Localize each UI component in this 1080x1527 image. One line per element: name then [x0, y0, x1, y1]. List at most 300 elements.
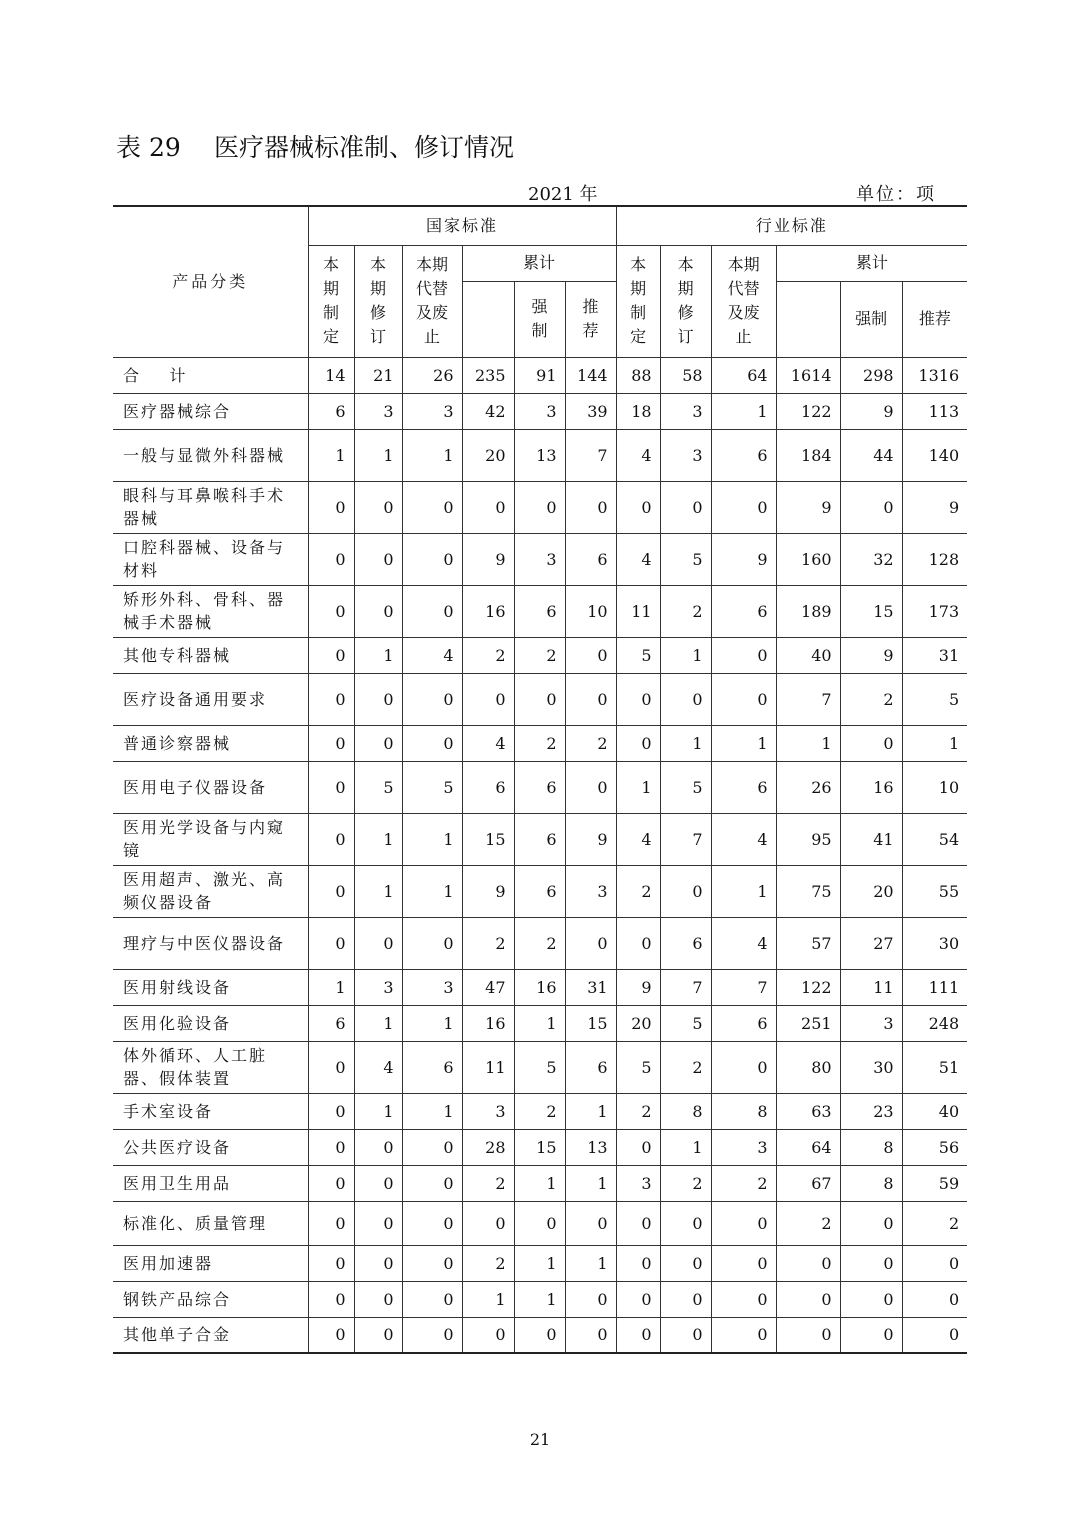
row-value: 21: [354, 357, 402, 393]
row-category: 医用加速器: [113, 1245, 308, 1281]
row-value: 3: [711, 1129, 776, 1165]
row-value: 0: [902, 1281, 967, 1317]
row-value: 8: [711, 1093, 776, 1129]
row-value: 10: [902, 761, 967, 813]
unit-label: 单位：项: [856, 184, 936, 205]
row-category: 理疗与中医仪器设备: [113, 917, 308, 969]
row-value: 1: [711, 393, 776, 429]
row-category: 钢铁产品综合: [113, 1281, 308, 1317]
row-value: 0: [840, 1317, 902, 1353]
row-value: 0: [660, 1201, 711, 1245]
row-value: 20: [840, 865, 902, 917]
header-industry: 行业标准: [616, 206, 967, 245]
row-value: 0: [308, 725, 354, 761]
row-value: 0: [616, 1281, 660, 1317]
row-value: 4: [354, 1041, 402, 1093]
row-value: 1: [354, 813, 402, 865]
row-value: 54: [902, 813, 967, 865]
row-value: 1: [354, 429, 402, 481]
row-value: 2: [660, 585, 711, 637]
row-value: 0: [308, 1245, 354, 1281]
row-value: 41: [840, 813, 902, 865]
row-value: 1: [514, 1245, 565, 1281]
header-category: 产品分类: [113, 206, 308, 357]
row-value: 1: [902, 725, 967, 761]
row-category: 普通诊察器械: [113, 725, 308, 761]
row-value: 3: [354, 393, 402, 429]
row-value: 0: [354, 533, 402, 585]
table-row: [113, 1093, 967, 1129]
row-value: 0: [402, 1245, 462, 1281]
row-value: 0: [354, 1165, 402, 1201]
row-value: 18: [616, 393, 660, 429]
header-national-cumulative: 累计: [462, 245, 616, 281]
row-value: 9: [711, 533, 776, 585]
row-value: 15: [840, 585, 902, 637]
row-value: 1: [354, 1005, 402, 1041]
header-industry-revised: 本期修订: [660, 245, 711, 357]
table-row: [113, 637, 967, 673]
row-value: 6: [308, 1005, 354, 1041]
row-value: 6: [565, 1041, 616, 1093]
row-value: 58: [660, 357, 711, 393]
row-value: 0: [711, 1317, 776, 1353]
row-value: 0: [402, 1129, 462, 1165]
row-value: 7: [660, 813, 711, 865]
header-national-revised: 本期修订: [354, 245, 402, 357]
row-category: 一般与显微外科器械: [113, 429, 308, 481]
row-value: 0: [308, 637, 354, 673]
table-title-text: 医疗器械标准制、修订情况: [214, 133, 515, 162]
row-value: 2: [462, 637, 514, 673]
row-value: 88: [616, 357, 660, 393]
row-category: 医用光学设备与内窥镜: [113, 813, 308, 865]
table-row: [113, 1281, 967, 1317]
row-value: 5: [616, 637, 660, 673]
header-national-mandatory: 强制: [514, 281, 565, 357]
row-value: 0: [402, 673, 462, 725]
row-value: 0: [514, 481, 565, 533]
row-value: 0: [308, 533, 354, 585]
row-value: 7: [660, 969, 711, 1005]
row-value: 0: [402, 1281, 462, 1317]
row-value: 0: [402, 1201, 462, 1245]
row-value: 0: [660, 1245, 711, 1281]
table-title: [116, 128, 514, 164]
row-category: 医疗设备通用要求: [113, 673, 308, 725]
row-value: 111: [902, 969, 967, 1005]
row-value: 0: [840, 725, 902, 761]
row-value: 189: [776, 585, 840, 637]
row-value: 0: [308, 1281, 354, 1317]
row-value: 16: [840, 761, 902, 813]
row-value: 31: [565, 969, 616, 1005]
row-value: 0: [308, 1201, 354, 1245]
row-value: 6: [462, 761, 514, 813]
row-value: 80: [776, 1041, 840, 1093]
row-category: 医用电子仪器设备: [113, 761, 308, 813]
row-value: 1: [711, 725, 776, 761]
row-value: 1: [308, 429, 354, 481]
row-category: 医疗器械综合: [113, 393, 308, 429]
row-value: 2: [514, 637, 565, 673]
row-value: 4: [616, 813, 660, 865]
row-value: 1: [402, 1005, 462, 1041]
row-value: 2: [776, 1201, 840, 1245]
row-value: 0: [660, 673, 711, 725]
table-row: [113, 813, 967, 865]
row-value: 0: [711, 637, 776, 673]
row-value: 0: [354, 917, 402, 969]
page-number: 21: [529, 1430, 551, 1449]
row-value: 51: [902, 1041, 967, 1093]
header-industry-cumulative: 累计: [776, 245, 967, 281]
row-value: 2: [565, 725, 616, 761]
row-value: 6: [514, 761, 565, 813]
row-value: 6: [402, 1041, 462, 1093]
row-value: 14: [308, 357, 354, 393]
row-value: 0: [462, 481, 514, 533]
row-value: 1: [354, 637, 402, 673]
row-value: 42: [462, 393, 514, 429]
row-value: 6: [308, 393, 354, 429]
header-national-cumulative-total: [462, 281, 514, 357]
row-value: 0: [840, 1281, 902, 1317]
row-value: 6: [711, 1005, 776, 1041]
row-value: 1: [660, 637, 711, 673]
row-value: 2: [711, 1165, 776, 1201]
row-value: 0: [660, 481, 711, 533]
header-national: 国家标准: [308, 206, 616, 245]
row-value: 57: [776, 917, 840, 969]
row-value: 13: [514, 429, 565, 481]
row-value: 0: [354, 673, 402, 725]
row-value: 0: [840, 1245, 902, 1281]
row-value: 2: [514, 917, 565, 969]
table-row: [113, 1317, 967, 1353]
header-national-replaced: 本期代替及废止: [402, 245, 462, 357]
row-value: 1: [354, 865, 402, 917]
table-number: 表 29: [116, 133, 181, 162]
row-value: 4: [462, 725, 514, 761]
row-value: 0: [514, 673, 565, 725]
table-row: [113, 969, 967, 1005]
table-row: [113, 1129, 967, 1165]
row-value: 0: [776, 1245, 840, 1281]
row-value: 0: [354, 1201, 402, 1245]
row-value: 56: [902, 1129, 967, 1165]
row-value: 3: [462, 1093, 514, 1129]
standards-table: [113, 205, 967, 1354]
row-value: 6: [711, 585, 776, 637]
row-value: 16: [514, 969, 565, 1005]
row-category: 公共医疗设备: [113, 1129, 308, 1165]
row-value: 26: [402, 357, 462, 393]
row-value: 0: [354, 481, 402, 533]
row-value: 6: [514, 585, 565, 637]
row-value: 28: [462, 1129, 514, 1165]
row-value: 0: [711, 673, 776, 725]
row-value: 0: [711, 1281, 776, 1317]
row-value: 5: [354, 761, 402, 813]
row-value: 1: [616, 761, 660, 813]
row-value: 3: [402, 393, 462, 429]
row-value: 26: [776, 761, 840, 813]
row-value: 1: [402, 865, 462, 917]
row-value: 31: [902, 637, 967, 673]
row-value: 6: [660, 917, 711, 969]
row-value: 0: [616, 1245, 660, 1281]
row-value: 9: [840, 637, 902, 673]
row-value: 59: [902, 1165, 967, 1201]
row-value: 1: [308, 969, 354, 1005]
row-value: 0: [308, 917, 354, 969]
table-row: [113, 1245, 967, 1281]
row-value: 16: [462, 585, 514, 637]
row-value: 8: [840, 1165, 902, 1201]
row-value: 122: [776, 393, 840, 429]
row-value: 1: [565, 1165, 616, 1201]
header-national-new: 本期制定: [308, 245, 354, 357]
row-value: 0: [402, 481, 462, 533]
table-row: [113, 761, 967, 813]
row-value: 0: [616, 725, 660, 761]
row-value: 20: [616, 1005, 660, 1041]
row-value: 6: [565, 533, 616, 585]
row-value: 0: [711, 481, 776, 533]
table-row: [113, 725, 967, 761]
row-value: 0: [776, 1281, 840, 1317]
table-row: [113, 1201, 967, 1245]
row-value: 0: [565, 917, 616, 969]
row-value: 0: [354, 725, 402, 761]
row-value: 5: [660, 533, 711, 585]
row-value: 160: [776, 533, 840, 585]
row-value: 6: [711, 761, 776, 813]
row-value: 0: [565, 761, 616, 813]
row-value: 40: [902, 1093, 967, 1129]
row-value: 0: [565, 1281, 616, 1317]
row-value: 0: [711, 1201, 776, 1245]
row-value: 1: [462, 1281, 514, 1317]
table-row: [113, 429, 967, 481]
row-value: 1: [565, 1245, 616, 1281]
row-value: 5: [660, 761, 711, 813]
row-category: 手术室设备: [113, 1093, 308, 1129]
row-value: 3: [565, 865, 616, 917]
row-value: 0: [402, 1165, 462, 1201]
row-value: 0: [308, 813, 354, 865]
row-value: 2: [514, 1093, 565, 1129]
row-value: 44: [840, 429, 902, 481]
row-value: 2: [462, 917, 514, 969]
row-value: 235: [462, 357, 514, 393]
row-value: 6: [711, 429, 776, 481]
row-value: 0: [660, 1281, 711, 1317]
row-category: 眼科与耳鼻喉科手术器械: [113, 481, 308, 533]
row-value: 1: [514, 1165, 565, 1201]
row-value: 9: [565, 813, 616, 865]
row-value: 9: [462, 865, 514, 917]
row-value: 27: [840, 917, 902, 969]
row-value: 0: [616, 1201, 660, 1245]
row-value: 16: [462, 1005, 514, 1041]
row-value: 144: [565, 357, 616, 393]
row-value: 15: [462, 813, 514, 865]
row-value: 1316: [902, 357, 967, 393]
row-value: 64: [711, 357, 776, 393]
row-value: 0: [354, 1317, 402, 1353]
table-row: [113, 481, 967, 533]
table-row: [113, 357, 967, 393]
row-value: 0: [840, 1201, 902, 1245]
row-value: 0: [565, 637, 616, 673]
row-value: 32: [840, 533, 902, 585]
table-row: [113, 865, 967, 917]
row-value: 3: [514, 393, 565, 429]
row-value: 140: [902, 429, 967, 481]
row-value: 1: [565, 1093, 616, 1129]
row-value: 40: [776, 637, 840, 673]
year-label: 2021 年: [528, 184, 598, 205]
row-value: 63: [776, 1093, 840, 1129]
row-value: 3: [402, 969, 462, 1005]
row-value: 6: [514, 865, 565, 917]
row-value: 113: [902, 393, 967, 429]
header-industry-cumulative-total: [776, 281, 840, 357]
row-value: 91: [514, 357, 565, 393]
row-value: 248: [902, 1005, 967, 1041]
table-row: [113, 917, 967, 969]
row-value: 4: [402, 637, 462, 673]
row-value: 251: [776, 1005, 840, 1041]
row-value: 2: [462, 1245, 514, 1281]
row-value: 11: [840, 969, 902, 1005]
row-value: 0: [308, 673, 354, 725]
row-value: 0: [565, 1201, 616, 1245]
row-value: 5: [514, 1041, 565, 1093]
row-value: 0: [660, 1317, 711, 1353]
row-value: 0: [308, 585, 354, 637]
row-value: 3: [660, 429, 711, 481]
row-value: 55: [902, 865, 967, 917]
row-category: 医用射线设备: [113, 969, 308, 1005]
row-value: 2: [514, 725, 565, 761]
row-value: 3: [616, 1165, 660, 1201]
row-value: 2: [616, 1093, 660, 1129]
row-category: 其他单子合金: [113, 1317, 308, 1353]
row-value: 0: [308, 865, 354, 917]
row-value: 3: [840, 1005, 902, 1041]
row-value: 0: [616, 917, 660, 969]
row-value: 15: [565, 1005, 616, 1041]
row-value: 13: [565, 1129, 616, 1165]
row-value: 9: [902, 481, 967, 533]
row-value: 0: [565, 1317, 616, 1353]
row-value: 67: [776, 1165, 840, 1201]
row-value: 0: [711, 1245, 776, 1281]
header-industry-recommended: 推荐: [902, 281, 967, 357]
row-value: 7: [776, 673, 840, 725]
row-value: 0: [565, 673, 616, 725]
table-row: [113, 1005, 967, 1041]
row-value: 6: [514, 813, 565, 865]
row-value: 20: [462, 429, 514, 481]
header-industry-replaced: 本期代替及废止: [711, 245, 776, 357]
row-value: 0: [402, 585, 462, 637]
row-value: 3: [514, 533, 565, 585]
row-value: 8: [840, 1129, 902, 1165]
row-category: 口腔科器械、设备与材料: [113, 533, 308, 585]
row-value: 1: [776, 725, 840, 761]
row-category: 矫形外科、骨科、器械手术器械: [113, 585, 308, 637]
row-value: 15: [514, 1129, 565, 1165]
row-value: 23: [840, 1093, 902, 1129]
row-value: 0: [354, 1129, 402, 1165]
row-value: 0: [616, 481, 660, 533]
row-value: 128: [902, 533, 967, 585]
row-value: 1: [402, 813, 462, 865]
row-value: 1: [514, 1005, 565, 1041]
row-value: 0: [308, 1041, 354, 1093]
table-row: [113, 1165, 967, 1201]
table-row: [113, 533, 967, 585]
row-value: 2: [902, 1201, 967, 1245]
row-value: 1: [354, 1093, 402, 1129]
row-value: 0: [462, 673, 514, 725]
row-value: 298: [840, 357, 902, 393]
row-value: 0: [660, 865, 711, 917]
row-value: 0: [308, 1093, 354, 1129]
row-value: 0: [354, 1245, 402, 1281]
table-row: [113, 393, 967, 429]
row-category: 医用化验设备: [113, 1005, 308, 1041]
row-value: 3: [660, 393, 711, 429]
row-value: 1: [514, 1281, 565, 1317]
row-value: 0: [308, 761, 354, 813]
row-value: 3: [354, 969, 402, 1005]
row-value: 7: [711, 969, 776, 1005]
row-value: 4: [616, 429, 660, 481]
header-industry-mandatory: 强制: [840, 281, 902, 357]
row-value: 0: [402, 725, 462, 761]
row-category: 体外循环、人工脏器、假体装置: [113, 1041, 308, 1093]
row-value: 0: [462, 1317, 514, 1353]
row-value: 0: [354, 1281, 402, 1317]
row-category: 医用超声、激光、高频仪器设备: [113, 865, 308, 917]
row-category: 标准化、质量管理: [113, 1201, 308, 1245]
row-value: 122: [776, 969, 840, 1005]
row-value: 0: [616, 1317, 660, 1353]
row-value: 0: [514, 1317, 565, 1353]
row-value: 2: [616, 865, 660, 917]
row-value: 0: [616, 1129, 660, 1165]
row-value: 30: [840, 1041, 902, 1093]
row-value: 0: [308, 481, 354, 533]
row-value: 0: [402, 917, 462, 969]
row-value: 0: [308, 1165, 354, 1201]
row-value: 9: [776, 481, 840, 533]
row-value: 11: [462, 1041, 514, 1093]
row-value: 4: [616, 533, 660, 585]
row-value: 2: [462, 1165, 514, 1201]
row-value: 1614: [776, 357, 840, 393]
row-value: 2: [660, 1165, 711, 1201]
row-value: 39: [565, 393, 616, 429]
row-value: 0: [565, 481, 616, 533]
table-row: [113, 585, 967, 637]
row-value: 2: [660, 1041, 711, 1093]
